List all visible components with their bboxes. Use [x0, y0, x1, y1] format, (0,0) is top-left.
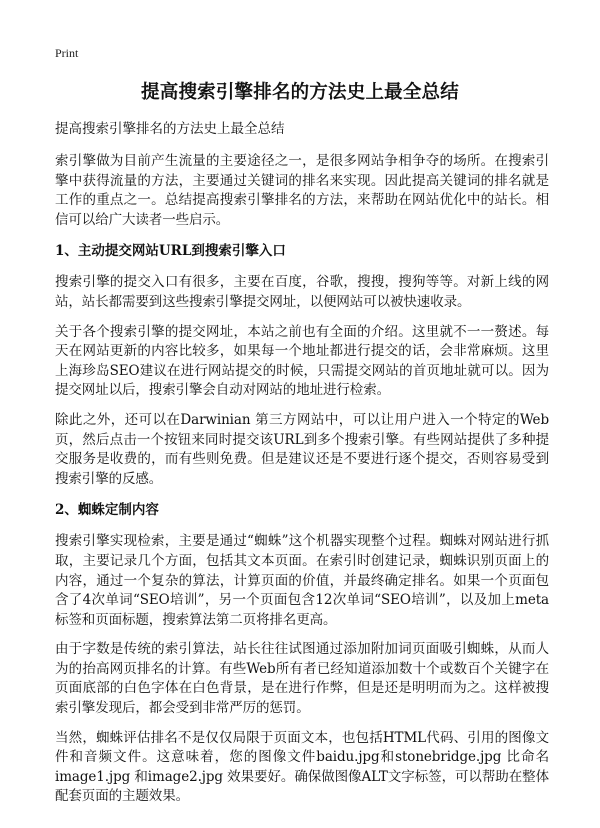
page-title: 提高搜索引擎排名的方法史上最全总结 [141, 82, 459, 103]
section-1-paragraph-1: 搜索引擎的提交入口有很多，主要在百度，谷歌，搜搜，搜狗等等。对新上线的网站，站长都需要到这些搜索引擎提交网址，以便网站可以被快速收录。 [55, 274, 549, 310]
section-1-paragraph-3: 除此之外，还可以在Darwinian 第三方网站中，可以让用户进入一个特定的Web页，然后点击一个按钮来同时提交该URL到多个搜索引擎。有些网站提供了多种提交服务是收费的，而有些则免费。但是建议还是不要进行逐个提交，否则容易受到搜索引擎的反感。 [55, 411, 549, 487]
article-body [55, 118, 549, 817]
intro-paragraph: 索引擎做为目前产生流量的主要途径之一，是很多网站争相争夺的场所。在搜索引擎中获得流量的方法，主要通过关键词的排名来实现。因此提高关键词的排名就是工作的重点之一。总结提高搜索引擎排名的方法，来帮助在网站优化中的站长。相信可以给广大读者一些启示。 [55, 153, 549, 228]
section-2-paragraph-2: 由于字数是传统的索引算法，站长往往试图通过添加附加词页面吸引蜘蛛，从而人为的抬高网页排名的计算。有些Web所有者已经知道添加数十个或数百个关键字在页面底部的白色字体在白色背景，是在进行作弊，但是还是明明而为之。这样被搜索引擎发现后，都会受到非常严厉的惩罚。 [55, 641, 549, 717]
section-2-paragraph-3: 当然，蜘蛛评估排名不是仅仅局限于页面文本，也包括HTML代码、引用的图像文件和音频文件。这意味着，您的图像文件baidu.jpg和stonebridge.jpg 比命名image1.jpg 和image2.jpg 效果要好。确保做图像ALT文字标签，可以帮助在整体配套页面的主题效果。 [55, 729, 549, 805]
section-2-paragraph-1: 搜索引擎实现检索，主要是通过“蜘蛛”这个机器实现整个过程。蜘蛛对网站进行抓取，主要记录几个方面，包括其文本页面。在索引时创建记录，蜘蛛识别页面上的内容，通过一个复杂的算法，计算页面的价值，并最终确定排名。如果一个页面包含了4次单词“SEO培训”，另一个页面包含12次单词“SEO培训”，以及加上meta标签和页面标题，搜索算法第二页将排名更高。 [55, 533, 549, 628]
print-link[interactable]: Print [55, 46, 79, 60]
section-heading-spider-content: 2、蜘蛛定制内容 [55, 502, 159, 519]
article-subtitle: 提高搜索引擎排名的方法史上最全总结 [55, 121, 285, 137]
section-1-paragraph-2: 关于各个搜索引擎的提交网址，本站之前也有全面的介绍。这里就不一一赘述。每天在网站更新的内容比较多，如果每一个地址都进行提交的话，会非常麻烦。这里上海珍岛SEO建议在进行网站提交的时候，只需提交网站的首页地址就可以。因为提交网址以后，搜索引擎会自动对网站的地址进行检索。 [55, 323, 549, 399]
section-heading-submit-url: 1、主动提交网站URL到搜索引擎入口 [55, 243, 286, 260]
